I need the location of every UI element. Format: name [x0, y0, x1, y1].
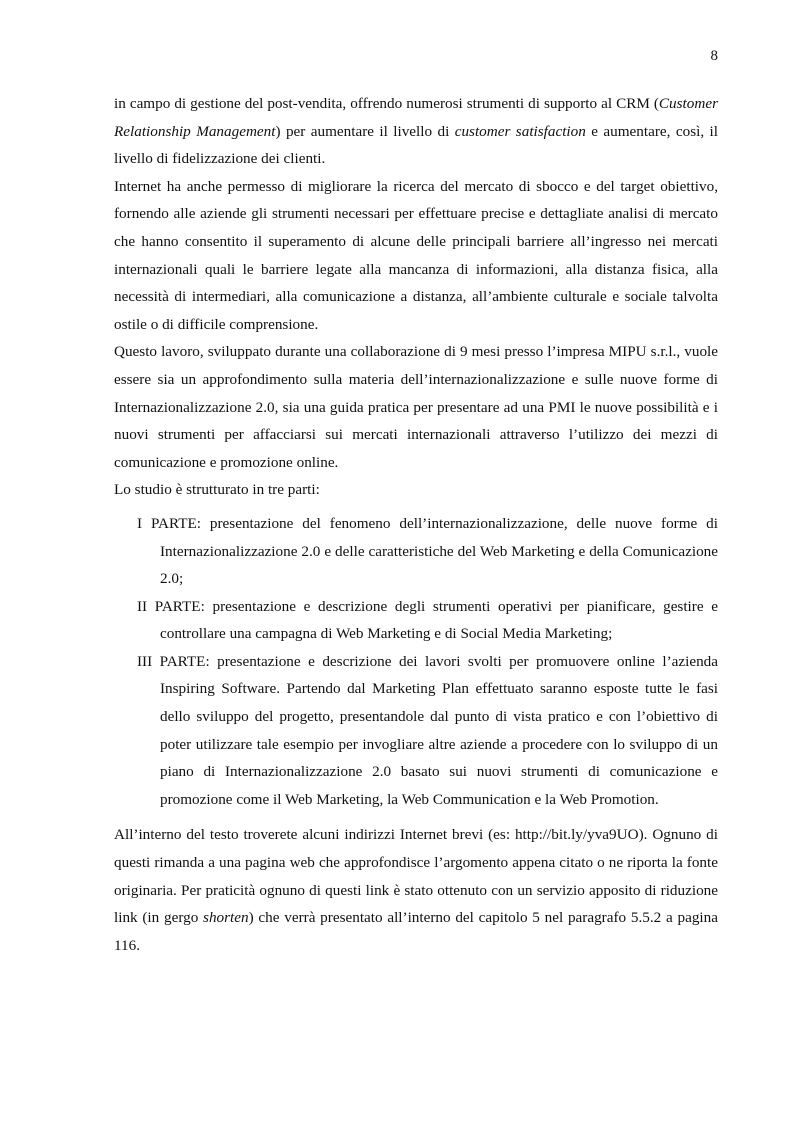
paragraph-crm-text-3: e aumentare, così, il livello di fidelizzazione dei clienti. [114, 122, 718, 168]
crm-term: Customer Relationship Management [114, 95, 718, 140]
page-number: 8 [710, 48, 718, 64]
paragraph-market-research: Internet ha anche permesso di migliorare la ricerca del mercato di sbocco e del target obiettivo, fornendo alle aziende gli strumenti necessari per effettuare precise e dettagliate analisi di mercato che hanno consentito il superamento di alcune delle principali barriere all’ingresso nei mercati internazionali quali le barriere legate alla mancanza di informazioni, alla distanza fisica, alla necessità di intermediari, alla comunicazione a distanza, all’ambiente culturale e sociale talvolta ostile o di difficile comprensione. [114, 177, 718, 333]
paragraph-links-text-1: All’interno del testo troverete alcuni indirizzi Internet brevi (es: http://bit.ly/yva9UO). Ognuno di questi rimanda a una pagina web che approfondisce l’argomento appena citato o ne riporta la fonte originaria. Per praticità ognuno di questi link è stato ottenuto con un servizio apposito di riduzione link (in gergo [114, 826, 718, 927]
paragraph-structure-intro: Lo studio è strutturato in tre parti: [114, 481, 320, 499]
customer-satisfaction-term: customer satisfaction [454, 122, 586, 140]
paragraph-links-text-2: ) che verrà presentato all’interno del capitolo 5 nel paragrafo 5.5.2 a pagina 116. [114, 909, 718, 954]
part-item-3: III PARTE: presentazione e descrizione dei lavori svolti per promuovere online l’azienda Inspiring Software. Partendo dal Marketing Plan effettuato saranno esposte tutte le fasi dello sviluppo del progetto, presentandole dal punto di vista pratico e con l’obiettivo di poter utilizzare tale esempio per invogliare altre aziende a procedere con lo sviluppo di un piano di Internazionalizzazione 2.0 basato sui nuovi strumenti di comunicazione e promozione come il Web Marketing, la Web Communication e la Web Promotion. [137, 652, 718, 808]
shorten-term: shorten [203, 909, 249, 927]
document-body [114, 90, 718, 959]
part-item-2: II PARTE: presentazione e descrizione degli strumenti operativi per pianificare, gestire e controllare una campagna di Web Marketing e di Social Media Marketing; [137, 597, 718, 643]
parts-list [114, 504, 718, 814]
paragraph-work-description: Questo lavoro, sviluppato durante una collaborazione di 9 mesi presso l’impresa MIPU s.r.l., vuole essere sia un approfondimento sulla materia dell’internazionalizzazione e sulle nuove forme di Internazionalizzazione 2.0, sia una guida pratica per presentare ad una PMI le nuove possibilità e i nuovi strumenti per affacciarsi sui mercati internazionali attraverso l’utilizzo dei mezzi di comunicazione e promozione online. [114, 343, 718, 471]
paragraph-crm [114, 90, 718, 173]
paragraph-crm-text-2: ) per aumentare il livello di [275, 122, 455, 140]
paragraph-crm-text-1: in campo di gestione del post-vendita, offrendo numerosi strumenti di supporto al CRM ( [114, 95, 659, 112]
paragraph-links [114, 821, 718, 959]
part-item-1: I PARTE: presentazione del fenomeno dell’internazionalizzazione, delle nuove forme di Internazionalizzazione 2.0 e delle caratteristiche del Web Marketing e della Comunicazione 2.0; [137, 514, 718, 588]
